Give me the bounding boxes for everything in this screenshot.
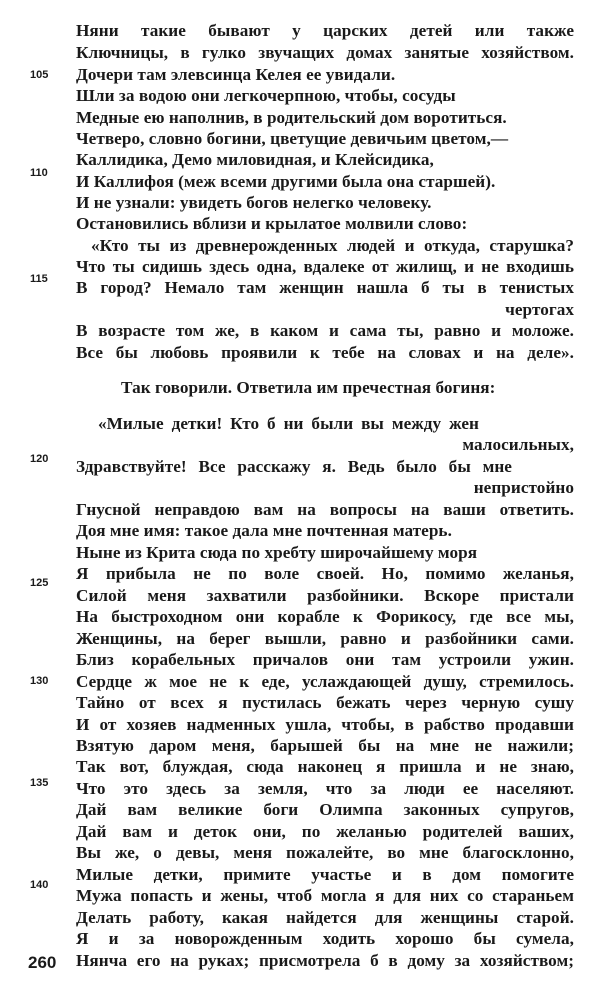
verse-line: Женщины, на берег вышли, равно и разбойники сами. [76, 629, 574, 648]
verse-line: Милые детки, примите участье и в дом помогите [76, 865, 574, 884]
verse-line: Здравствуйте! Все расскажу я. Ведь было бы мне [76, 457, 512, 476]
verse-line: «Милые детки! Кто б ни были вы между жен [98, 414, 479, 433]
verse-line: Дай вам и деток они, по желанью родителей ваших, [76, 822, 574, 841]
verse-line: Вы же, о девы, меня пожалейте, во мне благосклонно, [76, 843, 574, 862]
verse-line: В город? Немало там женщин нашла б ты в тенистых [76, 278, 574, 297]
verse-line: Доя мне имя: такое дала мне почтенная матерь. [76, 521, 452, 540]
line-number: 125 [30, 577, 49, 589]
verse-line-continuation: чертогах [505, 300, 574, 319]
verse-line: Гнусной неправдою вам на вопросы на ваши ответить. [76, 500, 574, 519]
verse-line: Сердце ж мое не к еде, услаждающей душу, стремилось. [76, 672, 574, 691]
verse-line: Дай вам великие боги Олимпа законных супругов, [76, 800, 574, 819]
verse-line: И Каллифоя (меж всеми другими была она старшей). [76, 172, 496, 191]
verse-line: Ключницы, в гулко звучащих домах занятые хозяйством. [76, 43, 574, 62]
verse-line: Так говорили. Ответила им пречестная богиня: [121, 378, 496, 397]
verse-line: Близ корабельных причалов они там устроили ужин. [76, 650, 574, 669]
verse-line: Что ты сидишь здесь одна, вдалеке от жилищ, и не входишь [76, 257, 574, 276]
verse-line: Нянча его на руках; присмотрела б в дому за хозяйством; [76, 951, 574, 970]
verse-line: Каллидика, Демо миловидная, и Клейсидика, [76, 150, 434, 169]
verse-line-continuation: непристойно [473, 478, 574, 497]
line-number: 115 [30, 273, 48, 285]
verse-line: Силой меня захватили разбойники. Вскоре пристали [76, 586, 574, 605]
verse-line: Взятую даром меня, барышей бы на мне не нажили; [76, 736, 574, 755]
verse-line: Няни такие бывают у царских детей или также [76, 21, 574, 40]
verse-line: Что это здесь за земля, что за люди ее населяют. [76, 779, 574, 798]
line-number: 110 [30, 167, 48, 179]
verse-line: Остановились вблизи и крылатое молвили слово: [76, 214, 468, 233]
line-number: 135 [30, 777, 49, 789]
verse-line: «Кто ты из древнерожденных людей и откуда, старушка? [91, 236, 574, 255]
verse-line: И от хозяев надменных ушла, чтобы, в рабство продавши [76, 715, 574, 734]
verse-line: Я и за новорожденным ходить хорошо бы сумела, [76, 929, 574, 948]
verse-line: Дочери там элевсинца Келея ее увидали. [76, 65, 396, 84]
line-number: 120 [30, 453, 49, 465]
verse-line: И не узнали: увидеть богов нелегко человеку. [76, 193, 432, 212]
verse-line: Мужа попасть и жены, чтоб могла я для них со стараньем [76, 886, 574, 905]
verse-line: Я прибыла не по воле своей. Но, помимо желанья, [76, 564, 574, 583]
verse-line: В возрасте том же, в каком и сама ты, равно и моложе. [76, 321, 574, 340]
line-number: 130 [30, 675, 49, 687]
verse-line: Четверо, словно богини, цветущие девичьим цветом,— [76, 129, 509, 148]
verse-line: Ныне из Крита сюда по хребту широчайшему моря [76, 543, 478, 562]
verse-line: Так вот, блуждая, сюда наконец я пришла и не знаю, [76, 757, 574, 776]
verse-line: Медные ею наполнив, в родительский дом воротиться. [76, 108, 507, 127]
line-number: 140 [30, 879, 49, 891]
line-number: 105 [30, 69, 49, 81]
verse-line: Делать работу, какая найдется для женщины старой. [76, 908, 574, 927]
verse-line: Тайно от всех я пустилась бежать через черную сушу [76, 693, 574, 712]
verse-line: На быстроходном они корабле к Форикосу, где все мы, [76, 607, 574, 626]
verse-line: Шли за водою они легкочерпною, чтобы, сосуды [76, 86, 456, 105]
verse-line-continuation: малосильных, [462, 435, 574, 454]
page-number: 260 [28, 953, 57, 972]
verse-line: Все бы любовь проявили к тебе на словах и на деле». [76, 343, 574, 362]
